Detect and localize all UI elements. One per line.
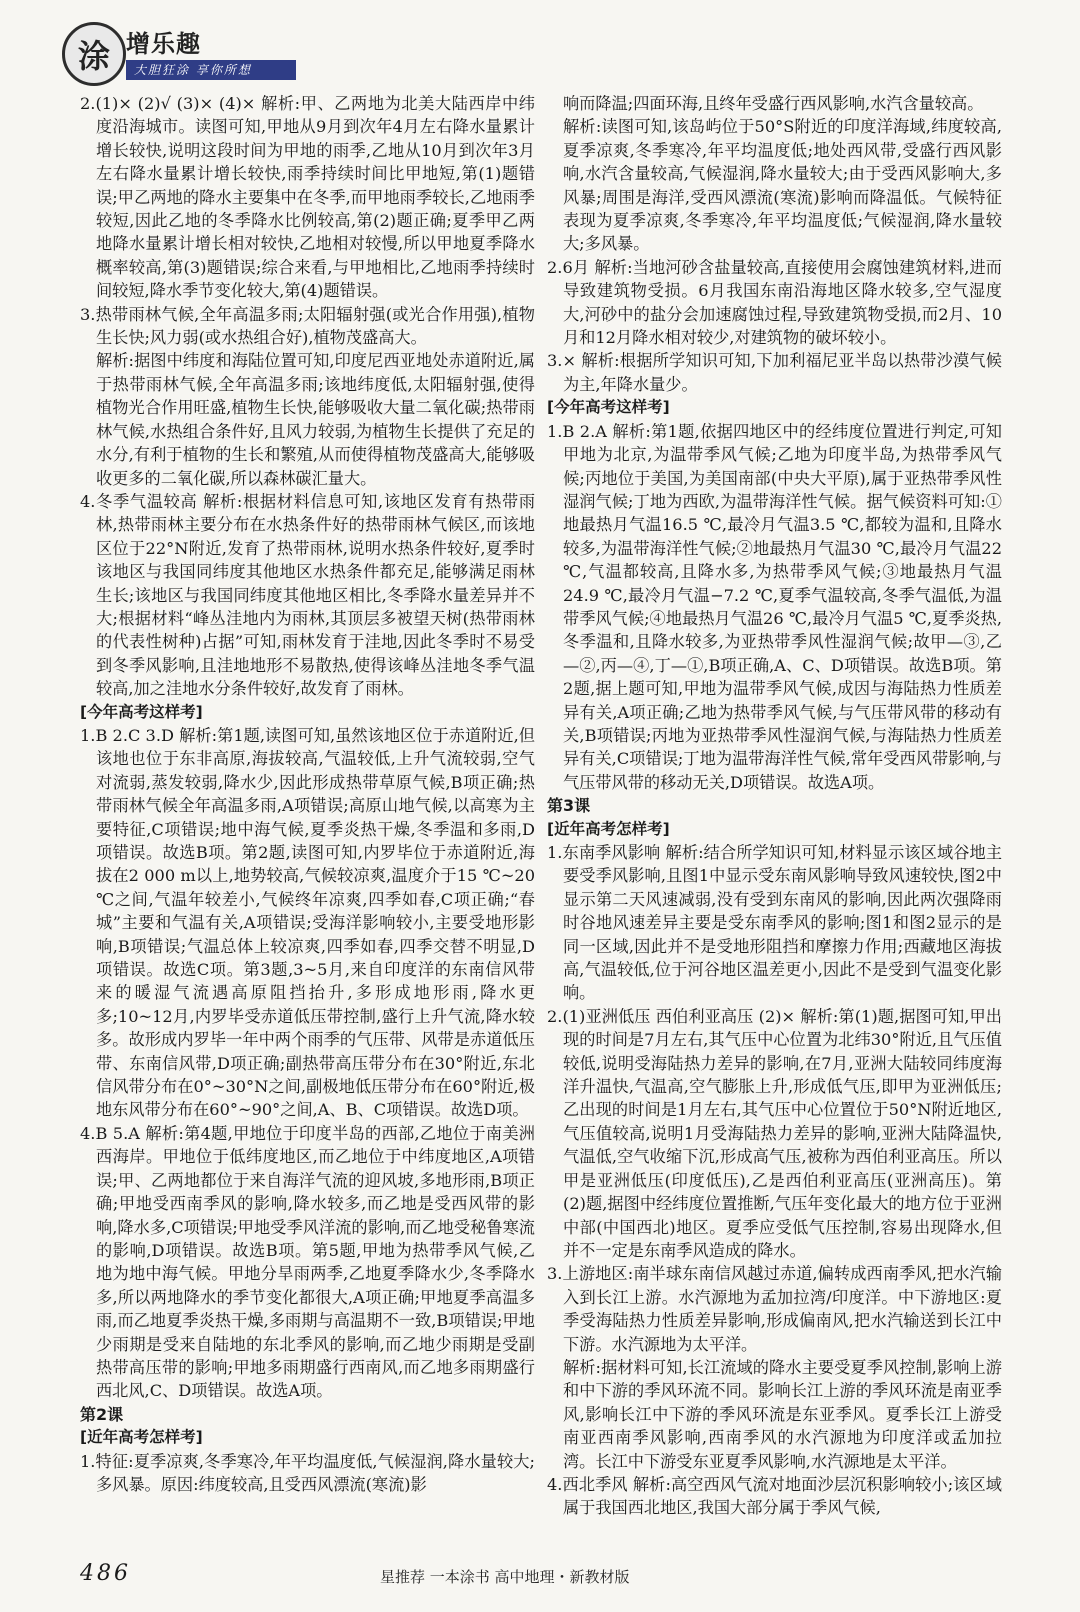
analysis-paragraph: 解析:据图中纬度和海陆位置可知,印度尼西亚地处赤道附近,属于热带雨林气候,全年高温多雨;该地纬度低,太阳辐射强,使得植物光合作用旺盛,植物生长快,能够吸收大量二氧化碳;热带雨林气候,水热组合条件好,且风力较弱,为植物生长提供了充足的水分,有利于植物的生长和繁殖,从而使得植物茂盛高大,能够吸收更多的二氧化碳,所以森林碳汇量大。 xyxy=(96,351,535,488)
answer-paragraph: 2.6月 解析:当地河砂含盐量较高,直接使用会腐蚀建筑材料,进而导致建筑物受损。6月我国东南沿海地区降水较多,空气湿度大,河砂中的盐分会加速腐蚀过程,导致建筑物受损,而2月、10月和12月降水相对较少,对建筑物的破坏较小。 xyxy=(547,257,1002,348)
page-header xyxy=(62,18,302,84)
left-column xyxy=(80,92,535,1496)
brand-slogan: 大胆狂涂 享你所想 xyxy=(126,60,296,80)
logo-icon: 涂 xyxy=(62,22,126,86)
lesson-heading: 第2课 xyxy=(80,1404,124,1424)
footer-text: 星推荐 一本涂书 高中地理・新教材版 xyxy=(380,1568,630,1586)
answer-paragraph: 4.西北季风 解析:高空西风气流对地面沙层沉积影响较小;该区域属于我国西北地区,我国大部分属于季风气候, xyxy=(547,1474,1002,1518)
analysis-paragraph: 解析:读图可知,该岛屿位于50°S附近的印度洋海域,纬度较高,夏季凉爽,冬季寒冷,年平均温度低;地处西风带,受盛行西风影响,水汽含量较高,气候湿润,降水量较大;由于受西风影响大,多风暴;周围是海洋,受西风漂流(寒流)影响而降温低。气候特征表现为夏季凉爽,冬季寒冷,年平均温度低;气候湿润,降水量较大;多风暴。 xyxy=(563,117,1002,254)
analysis-paragraph: 解析:据材料可知,长江流域的降水主要受夏季风控制,影响上游和中下游的季风环流不同。影响长江上游的季风环流是南亚季风,影响长江中下游的季风环流是东亚季风。夏季长江上游受南亚西南季风影响,西南季风的水汽源地为印度洋或孟加拉湾。长江中下游受东亚夏季风影响,水汽源地是太平洋。 xyxy=(563,1357,1002,1471)
section-heading: [今年高考这样考] xyxy=(547,398,670,417)
answer-paragraph: 1.B 2.A 解析:第1题,依据四地区中的经纬度位置进行判定,可知甲地为北京,为温带季风气候;乙地为印度半岛,为热带季风气候;丙地位于美国,为美国南部(中央大平原),属于亚热带季风性湿润气候;丁地为西欧,为温带海洋性气候。据气候资料可知:①地最热月气温16.5 ℃,最冷月气温3.5 ℃,都较为温和,且降水较多,为温带海洋性气候;②地最热月气温30 ℃,最冷月气温22 ℃,气温都较高,且降水多,为热带季风气候;③地最热月气温24.9 ℃,最冷月气温−7.2 ℃,夏季气温较高,冬季气温低,为温带季风气候;④地最热月气温26 ℃,最冷月气温5 ℃,夏季炎热,冬季温和,且降水较多,为亚热带季风性湿润气候;故甲—③,乙—②,丙—④,丁—①,B项正确,A、C、D项错误。故选B项。第2题,据上题可知,甲地为温带季风气候,成因与海陆热力性质差异有关,A项正确;乙地为热带季风气候,与气压带风带的移动有关,B项错误;丙地为亚热带季风性湿润气候,与海陆热力性质差异有关,C项错误;丁地为温带海洋性气候,常年受西风带影响,与气压带风带的移动无关,D项错误。故选A项。 xyxy=(547,421,1002,792)
right-column xyxy=(547,92,1002,1520)
page-number: 486 xyxy=(80,1561,131,1586)
answer-paragraph: 1.特征:夏季凉爽,冬季寒冷,年平均温度低,气候湿润,降水量较大;多风暴。原因:纬度较高,且受西风漂流(寒流)影 xyxy=(80,1451,535,1494)
section-heading: [近年高考怎样考] xyxy=(80,1428,203,1447)
analysis-paragraph: 响而降温;四面环海,且终年受盛行西风影响,水汽含量较高。 xyxy=(563,94,984,113)
answer-paragraph: 3.× 解析:根据所学知识可知,下加利福尼亚半岛以热带沙漠气候为主,年降水量少。 xyxy=(547,351,1002,394)
section-heading: [今年高考这样考] xyxy=(80,702,203,721)
answer-paragraph: 1.东南季风影响 解析:结合所学知识可知,材料显示该区域谷地主要受季风影响,且图1中显示受东南风影响导致风速较快,图2中显示第二天风速减弱,没有受到东南风的影响,因此两次强降雨时谷地风速差异主要是受东南季风的影响;图1和图2显示的是同一区域,因此并不是受地形阻挡和摩擦力作用;西藏地区海拔高,气温较低,位于河谷地区温差更小,因此不是受到气温变化影响。 xyxy=(547,843,1002,1003)
answer-paragraph: 4.冬季气温较高 解析:根据材料信息可知,该地区发育有热带雨林,热带雨林主要分布在水热条件好的热带雨林气候区,而该地区位于22°N附近,发育了热带雨林,说明水热条件较好,夏季时该地区与我国同纬度其他地区水热条件都充足,能够满足雨林生长;该地区与我国同纬度其他地区相比,冬季降水量差异并不大;根据材料“峰丛洼地内为雨林,其顶层多被望天树(热带雨林的代表性树种)占据”可知,雨林发育于洼地,因此冬季时不易受到冬季风影响,且洼地地形不易散热,使得该峰丛洼地冬季气温较高,加之洼地水分条件较好,故发育了雨林。 xyxy=(80,491,535,699)
answer-paragraph: 1.B 2.C 3.D 解析:第1题,读图可知,虽然该地区位于赤道附近,但该地也位于东非高原,海拔较高,气温较低,上升气流较弱,空气对流弱,蒸发较弱,降水少,因此形成热带草原气候,B项正确;热带雨林气候全年高温多雨,A项错误;高原山地气候,以高寒为主要特征,C项错误;地中海气候,夏季炎热干燥,冬季温和多雨,D项错误。故选B项。第2题,读图可知,内罗毕位于赤道附近,海拔在2 000 m以上,地势较高,气候较凉爽,温度介于15 ℃~20 ℃之间,气温年较差小,气候终年凉爽,四季如春,C项正确;“春城”主要和气温有关,A项错误;受海洋影响较小,主要受地形影响,B项错误;气温总体上较凉爽,四季如春,四季交替不明显,D项错误。故选C项。第3题,3~5月,来自印度洋的东南信风带来的暖湿气流遇高原阻挡抬升,多形成地形雨,降水更多;10~12月,内罗毕受赤道低压带控制,盛行上升气流,降水较多。故形成内罗毕一年中两个雨季的气压带、风带是赤道低压带、东南信风带,D项正确;副热带高压带分布在30°附近,东北信风带分布在0°~30°N之间,副极地低压带分布在60°附近,极地东风带分布在60°~90°之间,A、B、C项错误。故选D项。 xyxy=(80,725,535,1120)
answer-paragraph: 2.(1)亚洲低压 西伯利亚高压 (2)× 解析:第(1)题,据图可知,甲出现的时间是7月左右,其气压中心位置为北纬30°附近,且气压值较低,说明受海陆热力差异的影响,在7月,亚洲大陆较同纬度海洋升温快,气温高,空气膨胀上升,形成低气压,即甲为亚洲低压;乙出现的时间是1月左右,其气压中心位置位于50°N附近地区,气压值较高,说明1月受海陆热力差异的影响,亚洲大陆降温快,气温低,空气收缩下沉,形成高气压,被称为西伯利亚高压。所以甲是亚洲低压(印度低压),乙是西伯利亚高压(亚洲高压)。第(2)题,据图中经纬度位置推断,气压年变化最大的地方位于亚洲中部(中国西北)地区。夏季应受低气压控制,容易出现降水,但并不一定是东南季风造成的降水。 xyxy=(547,1006,1002,1260)
answer-paragraph: 2.(1)× (2)√ (3)× (4)× 解析:甲、乙两地为北美大陆西岸中纬度沿海城市。读图可知,甲地从9月到次年4月左右降水量累计增长较快,说明这段时间为甲地的雨季,乙地从10月到次年3月左右降水量累计增长较快,雨季持续时间比甲地短,第(1)题错误;甲乙两地的降水主要集中在冬季,而甲地雨季较长,乙地雨季较短,因此乙地的冬季降水比例较高,第(2)题正确;夏季甲乙两地降水量累计增长相对较快,乙地相对较慢,所以甲地夏季降水概率较高,第(3)题错误;综合来看,与甲地相比,乙地雨季持续时间较短,降水季节变化较大,第(4)题错误。 xyxy=(80,94,535,301)
lesson-heading: 第3课 xyxy=(547,796,591,816)
answer-paragraph: 3.上游地区:南半球东南信风越过赤道,偏转成西南季风,把水汽输入到长江上游。水汽源地为孟加拉湾/印度洋。中下游地区:夏季受海陆热力性质差异影响,形成偏南风,把水汽输送到长江中下游。水汽源地为太平洋。 xyxy=(547,1264,1002,1354)
brand-name: 增乐趣 xyxy=(126,30,201,58)
answer-paragraph: 4.B 5.A 解析:第4题,甲地位于印度半岛的西部,乙地位于南美洲西海岸。甲地位于低纬度地区,而乙地位于中纬度地区,A项错误;甲、乙两地都位于来自海洋气流的迎风坡,多地形雨,B项正确;甲地受西南季风的影响,降水较多,而乙地是受西风带的影响,降水多,C项错误;甲地受季风洋流的影响,而乙地受秘鲁寒流的影响,D项错误。故选B项。第5题,甲地为热带季风气候,乙地为地中海气候。甲地分旱雨两季,乙地夏季降水少,冬季降水多,所以两地降水的季节变化都很大,A项正确;甲地夏季高温多雨,而乙地夏季炎热干燥,多雨期与高温期不一致,B项错误;甲地少雨期是受来自陆地的东北季风的影响,而乙地少雨期是受副热带高压带的影响;甲地多雨期盛行西南风,而乙地多雨期盛行西北风,C、D项错误。故选A项。 xyxy=(80,1123,535,1401)
section-heading: [近年高考怎样考] xyxy=(547,819,670,838)
answer-paragraph: 3.热带雨林气候,全年高温多雨;太阳辐射强(或光合作用强),植物生长快;风力弱(或水热组合好),植物茂盛高大。 xyxy=(80,304,535,348)
